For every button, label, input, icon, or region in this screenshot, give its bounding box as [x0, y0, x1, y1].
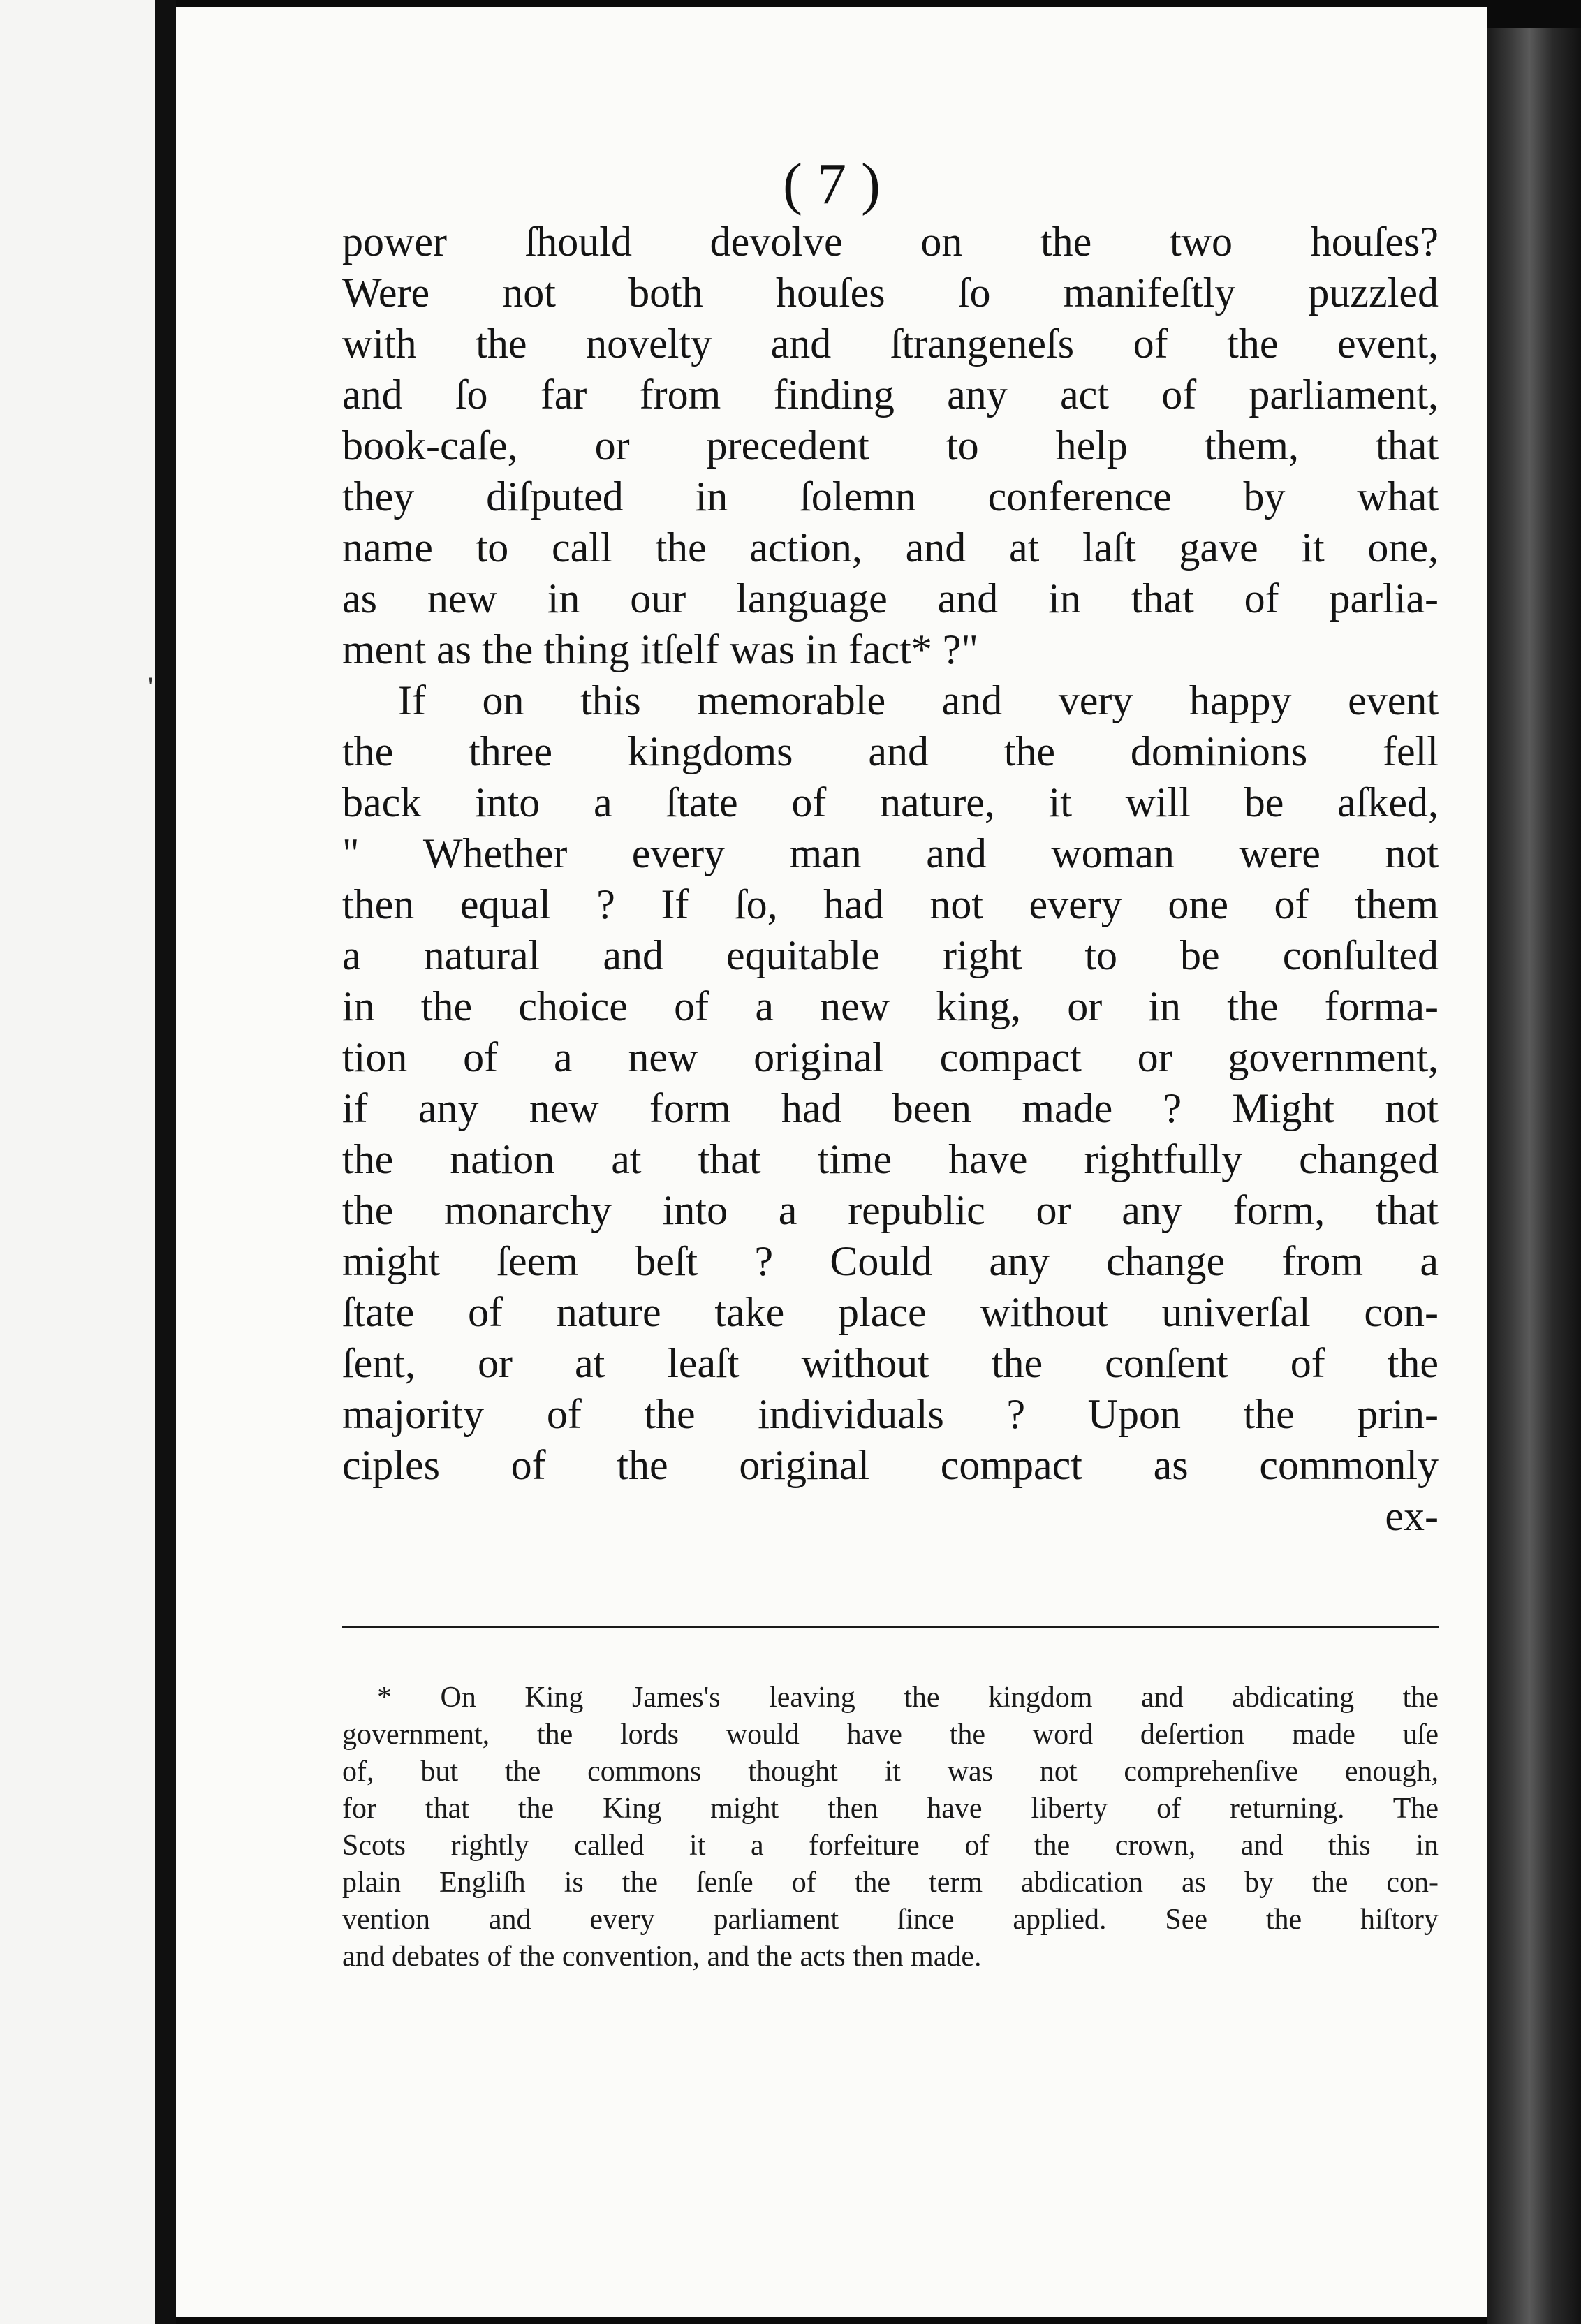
body-line: ſtate of nature take place without univerſal con-: [342, 1289, 1439, 1335]
footnote-line: and debates of the convention, and the acts then made.: [342, 1941, 982, 1973]
footnote-rule: [342, 1626, 1439, 1628]
body-line: in the choice of a new king, or in the forma-: [342, 983, 1439, 1029]
body-line: tion of a new original compact or government,: [342, 1034, 1439, 1080]
margin-mark: ': [148, 671, 154, 703]
gutter-shadow: [155, 0, 176, 2324]
footnote-line: of, but the commons thought it was not comprehenſive enough,: [342, 1756, 1439, 1788]
page-fore-edge: [1487, 28, 1581, 2324]
body-line: if any new form had been made ? Might not: [342, 1085, 1439, 1131]
body-line: If on this memorable and very happy event: [398, 677, 1439, 723]
body-line: Were not both houſes ſo manifeſtly puzzled: [342, 270, 1439, 316]
footnote: [342, 1679, 1439, 1976]
body-line: might ſeem beſt ? Could any change from a: [342, 1238, 1439, 1284]
footnote-line: Scots rightly called it a forfeiture of the crown, and this in: [342, 1830, 1439, 1862]
footnote-line: vention and every parliament ſince applied. See the hiſtory: [342, 1904, 1439, 1936]
footnote-line: for that the King might then have liberty of returning. The: [342, 1793, 1439, 1825]
body-line: name to call the action, and at laſt gave it one,: [342, 524, 1439, 571]
body-line: back into a ſtate of nature, it will be aſked,: [342, 779, 1439, 825]
footnote-line: plain Engliſh is the ſenſe of the term abdication as by the con-: [342, 1867, 1439, 1899]
footnote-line: * On King James's leaving the kingdom and abdicating the: [377, 1682, 1439, 1714]
body-line: the nation at that time have rightfully changed: [342, 1136, 1439, 1182]
page-number: ( 7 ): [783, 152, 881, 216]
book-page: [176, 7, 1487, 2317]
body-line: ciples of the original compact as commonly: [342, 1442, 1439, 1488]
facing-page-edge: [0, 0, 155, 2324]
body-line: power ſhould devolve on the two houſes?: [342, 219, 1439, 265]
body-line: with the novelty and ſtrangeneſs of the event,: [342, 321, 1439, 367]
body-line: as new in our language and in that of parlia-: [342, 575, 1439, 622]
catchword: ex-: [1385, 1493, 1439, 1539]
footnote-line: government, the lords would have the word deſertion made uſe: [342, 1719, 1439, 1751]
body-line: and ſo far from finding any act of parliament,: [342, 372, 1439, 418]
body-line: the three kingdoms and the dominions fell: [342, 728, 1439, 774]
body-line: the monarchy into a republic or any form, that: [342, 1187, 1439, 1233]
body-text: [342, 216, 1439, 1542]
body-line: " Whether every man and woman were not: [342, 830, 1439, 876]
body-line: then equal ? If ſo, had not every one of them: [342, 881, 1439, 927]
body-line: ſent, or at leaſt without the conſent of the: [342, 1340, 1439, 1386]
body-line: majority of the individuals ? Upon the prin-: [342, 1391, 1439, 1437]
body-line: a natural and equitable right to be conſulted: [342, 932, 1439, 978]
body-line: ment as the thing itſelf was in fact* ?": [342, 626, 978, 672]
body-line: they diſputed in ſolemn conference by what: [342, 473, 1439, 520]
body-line: book-caſe, or precedent to help them, that: [342, 422, 1439, 469]
